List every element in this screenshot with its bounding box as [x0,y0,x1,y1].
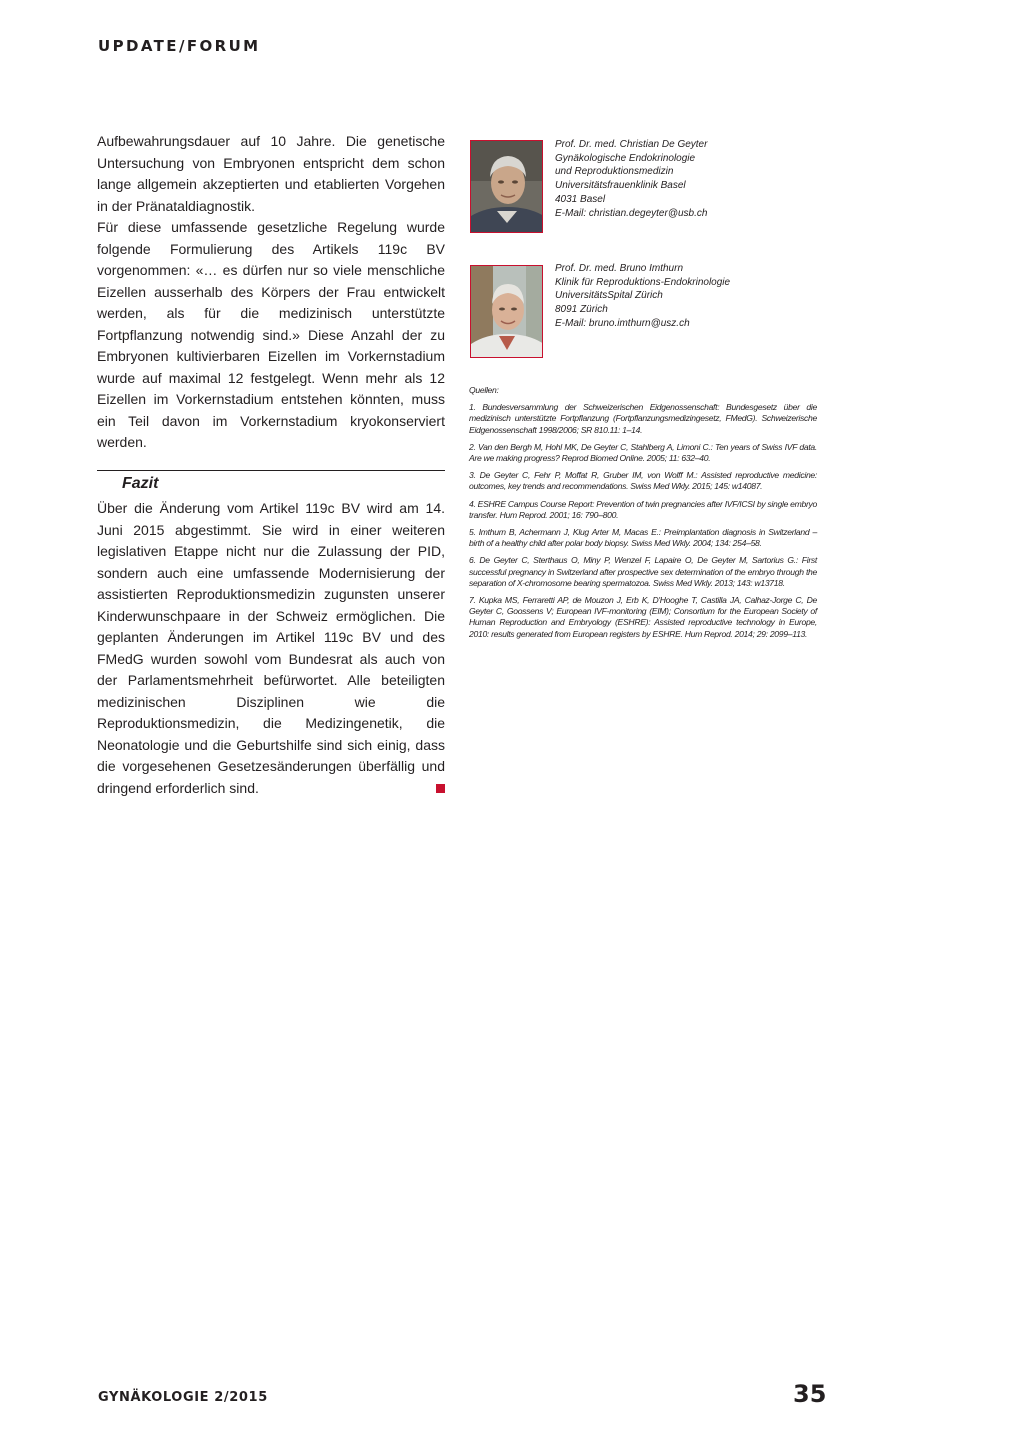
author-email: E-Mail: bruno.imthurn@usz.ch [555,317,690,329]
author-address-line: 8091 Zürich [555,304,608,316]
page-number: 35 [793,1380,827,1408]
reference-item: 4. ESHRE Campus Course Report: Prevention of twin pregnancies after IVF/ICSI by single embryo transfer. Hum Reprod. 2001; 16: 790–800. [469,498,818,520]
fazit-heading: Fazit [122,475,159,492]
body-paragraph: Für diese umfassende gesetzliche Regelung wurde folgende Formulierung des Artikels 119c BV vorgenommen: «… es dürfen nur so viele menschliche Eizellen ausserhalb des Körpers der Frau entwickelt werden, als für die medizinisch unterstützte Fortpflanzung notwendig sind.» Diese Anzahl der zu Embryonen kultivierbaren Eizellen im Vorkernstadium wurde auf maximal 12 festgelegt. Wenn mehr als 12 Eizellen im Vorkernstadium entstehen könnten, muss ein Teil davon im Vorkernstadium kryokonserviert werden. [97,219,445,450]
section-divider [97,470,445,471]
author-affiliation-line: Universitätsfrauenklinik Basel [555,180,686,192]
body-paragraph: Aufbewahrungsdauer auf 10 Jahre. Die genetische Untersuchung von Embryonen entspricht dem schon lange allgemein akzeptierten und etablierten Vorgehen in der Pränataldiagnostik. [97,133,445,214]
fazit-text: Über die Änderung vom Artikel 119c BV wird am 14. Juni 2015 abgestimmt. Sie wird in einer weiteren legislativen Etappe nicht nur die Zulassung der PID, sondern auch eine umfassende Modernisierung der assistierten Reproduktionsmedizin zugunsten unserer Kinderwunschpaare in der Schweiz ermöglichen. Die geplanten Änderungen im Artikel 119c BV und des FMedG wurden sowohl vom Bundesrat als auch von der Parlamentsmehrheit befürwortet. Alle beteiligten medizinischen Disziplinen wie die Reproduktionsmedizin, die Medizingenetik, die Neonatologie und die Geburtshilfe sind sich einig, dass die vorgesehenen Gesetzesänderungen überfällig und dringend erforderlich sind. [97,500,445,796]
reference-item: 1. Bundesversammlung der Schweizerischen Eidgenossenschaft: Bundesgesetz über die medizinisch unterstützte Fortpflanzung (Fortpflanzungsmedizingesetz, FMedG). Schweizerische Eidgenossenschaft 1998/2006; SR 810.11: 1–14. [469,402,817,435]
author-name: Prof. Dr. med. Christian De Geyter [555,139,708,150]
references [469,385,817,646]
reference-item: 2. Van den Bergh M, Hohl MK, De Geyter C, Stahlberg A, Limoni C.: Ten years of Swiss IVF data. Are we making progress? Reprod Biomed Online. 2005; 11: 632–40. [469,441,817,464]
author-address-line: 4031 Basel [555,193,606,205]
author-affiliation-line: UniversitätsSpital Zürich [555,290,663,302]
author-info-imthurn [555,262,835,331]
author-affiliation-line: und Reproduktionsmedizin [555,166,674,178]
section-header: UPDATE/FORUM [98,37,261,55]
reference-item: 7. Kupka MS, Ferraretti AP, de Mouzon J, Erb K, D'Hooghe T, Castilla JA, Calhaz-Jorge C, De Geyter C, Goossens V; European IVF-monitoring (EIM); Consortium for the European Society of Human Reproduction and Embryology (ESHRE): Assisted reproductive technology in Europe, 2010: results generated from European registers by ESHRE. Hum Reprod. 2014; 29: 2099–113. [469,595,817,639]
reference-item: 3. De Geyter C, Fehr P, Moffat R, Gruber IM, von Wolff M.: Assisted reproductive medicine: outcomes, key trends and recommendations. Swiss Med Wkly. 2015; 145: w14087. [469,470,817,492]
reference-item: 6. De Geyter C, Sterthaus O, Miny P, Wenzel F, Lapaire O, De Geyter M, Sartorius G.: First successful pregnancy in Switzerland after prospective sex determination of the embryo through the separation of X-chromosome bearing spermatozoa. Swiss Med Wkly. 2013; 143: w13718. [469,555,817,588]
footer-journal: GYNÄKOLOGIE 2/2015 [98,1390,268,1405]
fazit-body [97,498,445,799]
references-title: Quellen: [469,385,499,395]
author-name: Prof. Dr. med. Bruno Imthurn [555,263,684,274]
end-mark-icon [436,784,445,793]
author-info-de-geyter [555,138,835,220]
author-email: E-Mail: christian.degeyter@usb.ch [555,207,708,219]
body-text [97,131,445,454]
author-affiliation-line: Klinik für Reproduktions-Endokrinologie [555,276,731,288]
author-affiliation-line: Gynäkologische Endokrinologie [555,152,696,164]
reference-item: 5. Imthurn B, Achermann J, Klug Arter M, Macas E.: Preimplantation diagnosis in Switzerland – birth of a healthy child after polar body biopsy. Swiss Med Wkly. 2004; 134: 254–58. [469,527,817,549]
author-photo-de-geyter [470,140,543,233]
author-photo-imthurn [470,265,543,358]
